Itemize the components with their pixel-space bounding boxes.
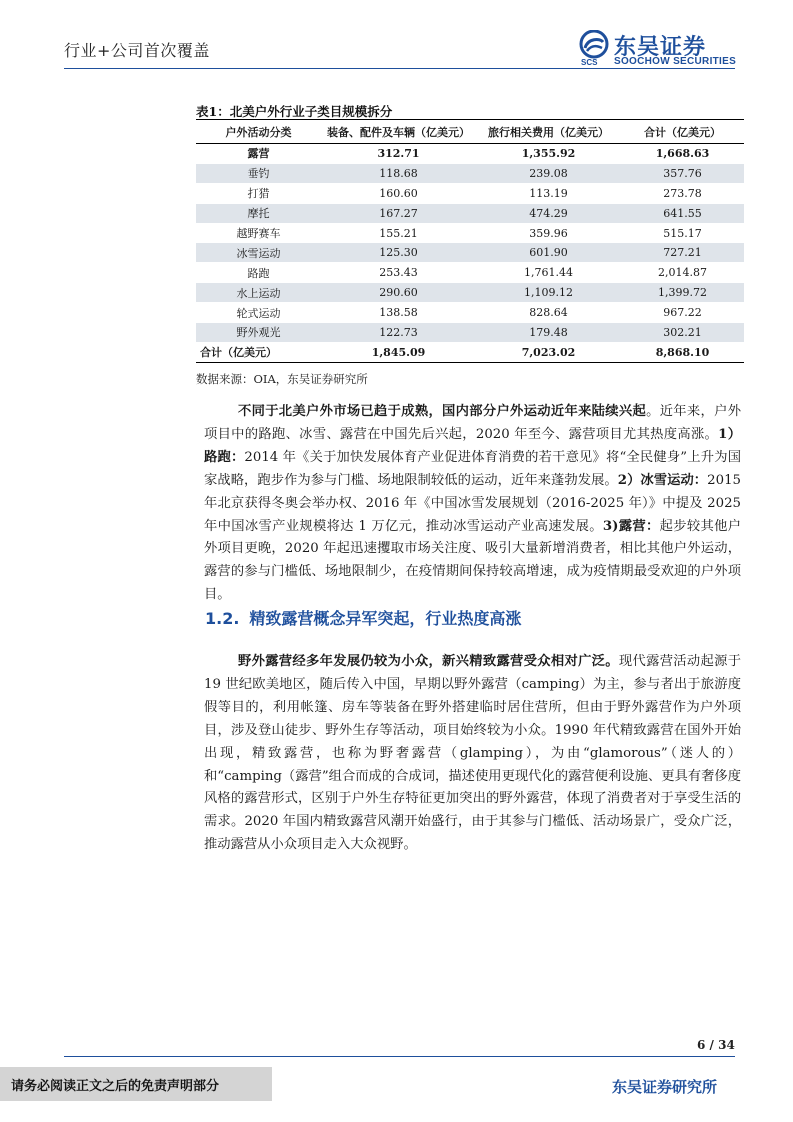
table-cell: 轮式运动	[196, 303, 321, 323]
table-cell: 357.76	[621, 163, 744, 183]
table-cell: 290.60	[321, 283, 476, 303]
table-row	[196, 223, 744, 243]
table-cell: 1,355.92	[476, 144, 621, 164]
table-cell: 359.96	[476, 223, 621, 243]
table-cell: 828.64	[476, 303, 621, 323]
footer-organization: 东吴证券研究所	[612, 1078, 718, 1096]
table-row	[196, 323, 744, 343]
table-cell: 273.78	[621, 183, 744, 203]
table-row	[196, 303, 744, 323]
table-row	[196, 144, 744, 164]
table-cell: 118.68	[321, 163, 476, 183]
table-cell: 2,014.87	[621, 263, 744, 283]
column-header: 户外活动分类	[196, 120, 321, 144]
logo-english-name: SOOCHOW SECURITIES	[614, 56, 737, 67]
table-cell: 1,761.44	[476, 263, 621, 283]
paragraph-subhead: 1）路跑：	[204, 426, 741, 465]
company-logo	[578, 30, 738, 70]
table-cell: 253.43	[321, 263, 476, 283]
table-row	[196, 163, 744, 183]
paragraph-text: 2015 年北京获得冬奥会举办权、2016 年《中国冰雪发展规划（2016-2025 年）》中提及 2025 年中国冰雪产业规模将达 1 万亿元，推动冰雪运动产业高速发展。	[204, 472, 741, 534]
table-cell: 312.71	[321, 144, 476, 164]
table-cell: 1,668.63	[621, 144, 744, 164]
table-total-row	[196, 342, 744, 362]
table-title: 表1：北美户外行业子类目规模拆分	[196, 104, 393, 119]
table-cell: 露营	[196, 144, 321, 164]
outdoor-segments-table	[196, 119, 744, 363]
table-row	[196, 203, 744, 223]
paragraph-lead: 不同于北美户外市场已趋于成熟，国内部分户外运动近年来陆续兴起	[238, 404, 647, 419]
paragraph-subhead: 3)露营：	[602, 518, 660, 534]
paragraph-subhead: 2）冰雪运动：	[617, 472, 708, 488]
table-cell: 1,399.72	[621, 283, 744, 303]
column-header: 旅行相关费用（亿美元）	[476, 120, 621, 144]
table-cell: 122.73	[321, 323, 476, 343]
table-row	[196, 243, 744, 263]
header-divider	[64, 68, 735, 69]
section-title: 精致露营概念异军突起，行业热度高涨	[249, 609, 522, 628]
table-cell: 302.21	[621, 323, 744, 343]
table-row	[196, 283, 744, 303]
table-cell: 113.19	[476, 183, 621, 203]
table-cell: 路跑	[196, 263, 321, 283]
paragraph-text: 2014 年《关于加快发展体育产业促进体育消费的若干意见》将“全民健身”上升为国家战略，跑步作为参与门槛、场地限制较低的运动，近年来蓬勃发展。	[204, 449, 741, 488]
table-cell: 合计（亿美元）	[196, 342, 321, 362]
paragraph-text: 。近年来，户外项目中的路跑、冰雪、露营在中国先后兴起，2020 年至今、露营项目尤其热度高涨。	[204, 404, 742, 442]
table-cell: 1,845.09	[321, 342, 476, 362]
table-row	[196, 263, 744, 283]
table-cell: 7,023.02	[476, 342, 621, 362]
section-heading	[205, 606, 521, 629]
table-cell: 601.90	[476, 243, 621, 263]
table-cell: 冰雪运动	[196, 243, 321, 263]
table-cell: 野外观光	[196, 323, 321, 343]
table-header-row	[196, 120, 744, 144]
table-cell: 641.55	[621, 203, 744, 223]
table-cell: 239.08	[476, 163, 621, 183]
paragraph-market-overview	[204, 401, 741, 607]
table-cell: 1,109.12	[476, 283, 621, 303]
table-cell: 8,868.10	[621, 342, 744, 362]
column-header: 合计（亿美元）	[621, 120, 744, 144]
table-cell: 垂钓	[196, 163, 321, 183]
section-number: 1.2.	[205, 609, 240, 628]
table-cell: 越野赛车	[196, 223, 321, 243]
table-cell: 179.48	[476, 323, 621, 343]
column-header: 装备、配件及车辆（亿美元）	[321, 120, 476, 144]
table-cell: 515.17	[621, 223, 744, 243]
disclaimer-banner	[0, 1067, 272, 1101]
page-number: 6 / 34	[697, 1038, 735, 1052]
table-row	[196, 183, 744, 203]
logo-chinese-name: 东吴证券	[614, 35, 707, 60]
table-cell: 摩托	[196, 203, 321, 223]
table-source-note: 数据来源：OIA，东吴证券研究所	[196, 372, 368, 386]
document-type-label: 行业+公司首次覆盖	[64, 41, 210, 60]
table-cell: 160.60	[321, 183, 476, 203]
logo-abbr: SCS	[581, 58, 598, 67]
table-cell: 967.22	[621, 303, 744, 323]
table-cell: 474.29	[476, 203, 621, 223]
paragraph-text: 现代露营活动起源于 19 世纪欧美地区，随后传入中国，早期以野外露营（camping）为主，参与者出于旅游度假等目的，利用帐篷、房车等装备在野外搭建临时居住营所，但由于野外露营作为户外项目，涉及登山徒步、野外生存等活动，项目始终较为小众。1990 年代精致露营在国外开始出现，精致露营，也称为野奢露营（glamping），为由“glamorous”（迷人的）和“camping（露营”组合而成的合成词，描述使用更现代化的露营便利设施、更具有奢侈度风格的露营形式，区别于户外生存特征更加突出的野外露营，体现了消费者对于享受生活的需求。2020 年国内精致露营风潮开始盛行，由于其参与门槛低、活动场景广，受众广泛，推动露营从小众项目走入大众视野。	[204, 654, 742, 853]
table-cell: 水上运动	[196, 283, 321, 303]
paragraph-glamping	[204, 651, 741, 857]
footer-divider	[64, 1056, 735, 1057]
table-cell: 727.21	[621, 243, 744, 263]
paragraph-lead: 野外露营经多年发展仍较为小众，新兴精致露营受众相对广泛。	[238, 654, 619, 669]
disclaimer-text: 请务必阅读正文之后的免责声明部分	[11, 1079, 220, 1094]
table-cell: 138.58	[321, 303, 476, 323]
table-cell: 125.30	[321, 243, 476, 263]
paragraph-text: 起步较其他户外项目更晚，2020 年起迅速攫取市场关注度、吸引大量新增消费者，相比其他户外运动，露营的参与门槛低、场地限制少，在疫情期间保持较高增速，成为疫情期最受欢迎的户外项目。	[204, 518, 742, 603]
table-cell: 打猎	[196, 183, 321, 203]
table-cell: 167.27	[321, 203, 476, 223]
table-cell: 155.21	[321, 223, 476, 243]
